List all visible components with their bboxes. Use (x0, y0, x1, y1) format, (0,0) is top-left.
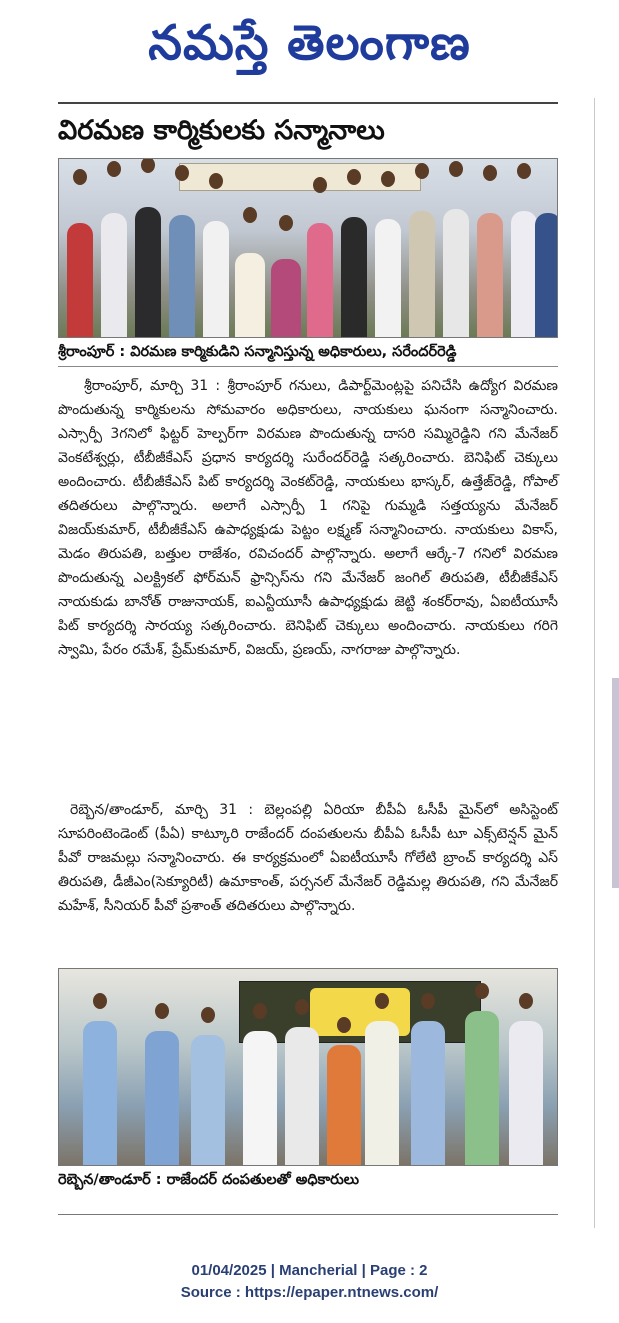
top-divider (58, 102, 558, 104)
footer-source: Source : https://epaper.ntnews.com/ (180, 1284, 439, 1301)
adjacent-photo-edge (612, 678, 619, 888)
column-divider (594, 98, 595, 1228)
article-paragraph-1: శ్రీరాంపూర్, మార్చి 31 : శ్రీరాంపూర్ గనులు, డిపార్ట్‌మెంట్లపై పనిచేసి ఉద్యోగ విరమణ పొందుతున్న కార్మికులను సోమవారం అధికారులు, నాయకులు ఘనంగా సన్మానించారు. ఎస్సార్పీ 3గనిలో ఫిట్టర్ హెల్పర్‌గా విరమణ పొందుతున్న దాసరి సమ్మిరెడ్డిని గని మేనేజర్ వెంకటేశ్వర్లు, టీబీజీకేఎస్ ప్రధాన కార్యదర్శి సురేందర్‌రెడ్డి సత్కరించారు. బెనిఫిట్ చెక్కులు అందించారు. టీబీజీకేఎస్ పిట్ కార్యదర్శి వెంకట్‌రెడ్డి, నాయకులు భాస్కర్, ఉత్తేజ్‌రెడ్డి, గోపాల్ తదితరులు పాల్గొన్నారు. అలాగే ఎస్సార్పీ 1 గనిపై గుమ్మడి సత్తయ్యను మేనేజర్ విజయ్‌కుమార్, టీబీజీకేఎస్ ఉపాధ్యక్షుడు పెట్టం లక్ష్మణ్ సన్మానించారు. నాయకులు వికాస్, మెడం తిరుపతి, బత్తుల రాజేశం, రవిచందర్ పాల్గొన్నారు. అలాగే ఆర్కే-7 గనిలో విరమణ పొందుతున్న ఎలక్ట్రికల్ ఫోర్‌మన్ ఫ్రాన్సిస్‌ను గని మేనేజర్ జంగిల్ తిరుపతి, టీబీజీకేఎస్ నాయకుడు బానోత్ రాజునాయక్, ఐఎన్టీయూసీ ఉపాధ్యక్షుడు జెట్టి శంకర్‌రావు, ఏఐటీయూసీ పిట్ కార్యదర్శి సారయ్య సత్కరించారు. బెనిఫిట్ చెక్కులు అందించారు. నాయకులు గరిగె స్వామి, పేరం రమేశ్, ప్రేమ్‌కుమార్, విజయ్, ప్రణయ్, నాగరాజు పాల్గొన్నారు. (58, 378, 558, 658)
newspaper-masthead: నమస్తే తెలంగాణ (148, 15, 471, 71)
footer-date-edition: 01/04/2025 | Mancherial | Page : 2 (191, 1262, 428, 1279)
article-photo-felicitation (58, 158, 558, 338)
adjacent-column-edge (602, 110, 619, 570)
photo2-caption: రెబ్బెన/తాండూర్ : రాజేందర్ దంపతులతో అధికారులు (58, 1172, 360, 1188)
bottom-divider (58, 1214, 558, 1215)
caption-divider (58, 366, 558, 367)
photo1-caption: శ్రీరాంపూర్ : విరమణ కార్మికుడిని సన్మానిస్తున్న అధికారులు, సరేందర్‌రెడ్డి (58, 344, 457, 360)
article-headline: విరమణ కార్మికులకు సన్మానాలు (58, 115, 385, 146)
article-paragraph-2: రెబ్బెన/తాండూర్, మార్చి 31 : బెల్లంపల్లి ఏరియా బీపీఏ ఓసీపీ మైన్‌లో అసిస్టెంట్ సూపరింటెండెంట్ (పీఏ) కాట్కూరి రాజేందర్ దంపతులను బీపీఏ ఓసీపీ టూ ఎక్స్‌టెన్షన్ మైన్ పీవో రాజమల్లు సన్మానించారు. ఈ కార్యక్రమంలో ఏఐటీయూసీ గోలేటి బ్రాంచ్ కార్యదర్శి ఎస్ తిరుపతి, డీజీఎం(సెక్యూరిటీ) ఉమాకాంత్, పర్సనల్ మేనేజర్ రెడ్డిమల్ల తిరుపతి, గని మేనేజర్ మహేశ్, సీనియర్ పీవో ప్రశాంత్ తదితరులు పాల్గొన్నారు. (58, 802, 558, 914)
article-photo-couple-felicitation (58, 968, 558, 1166)
